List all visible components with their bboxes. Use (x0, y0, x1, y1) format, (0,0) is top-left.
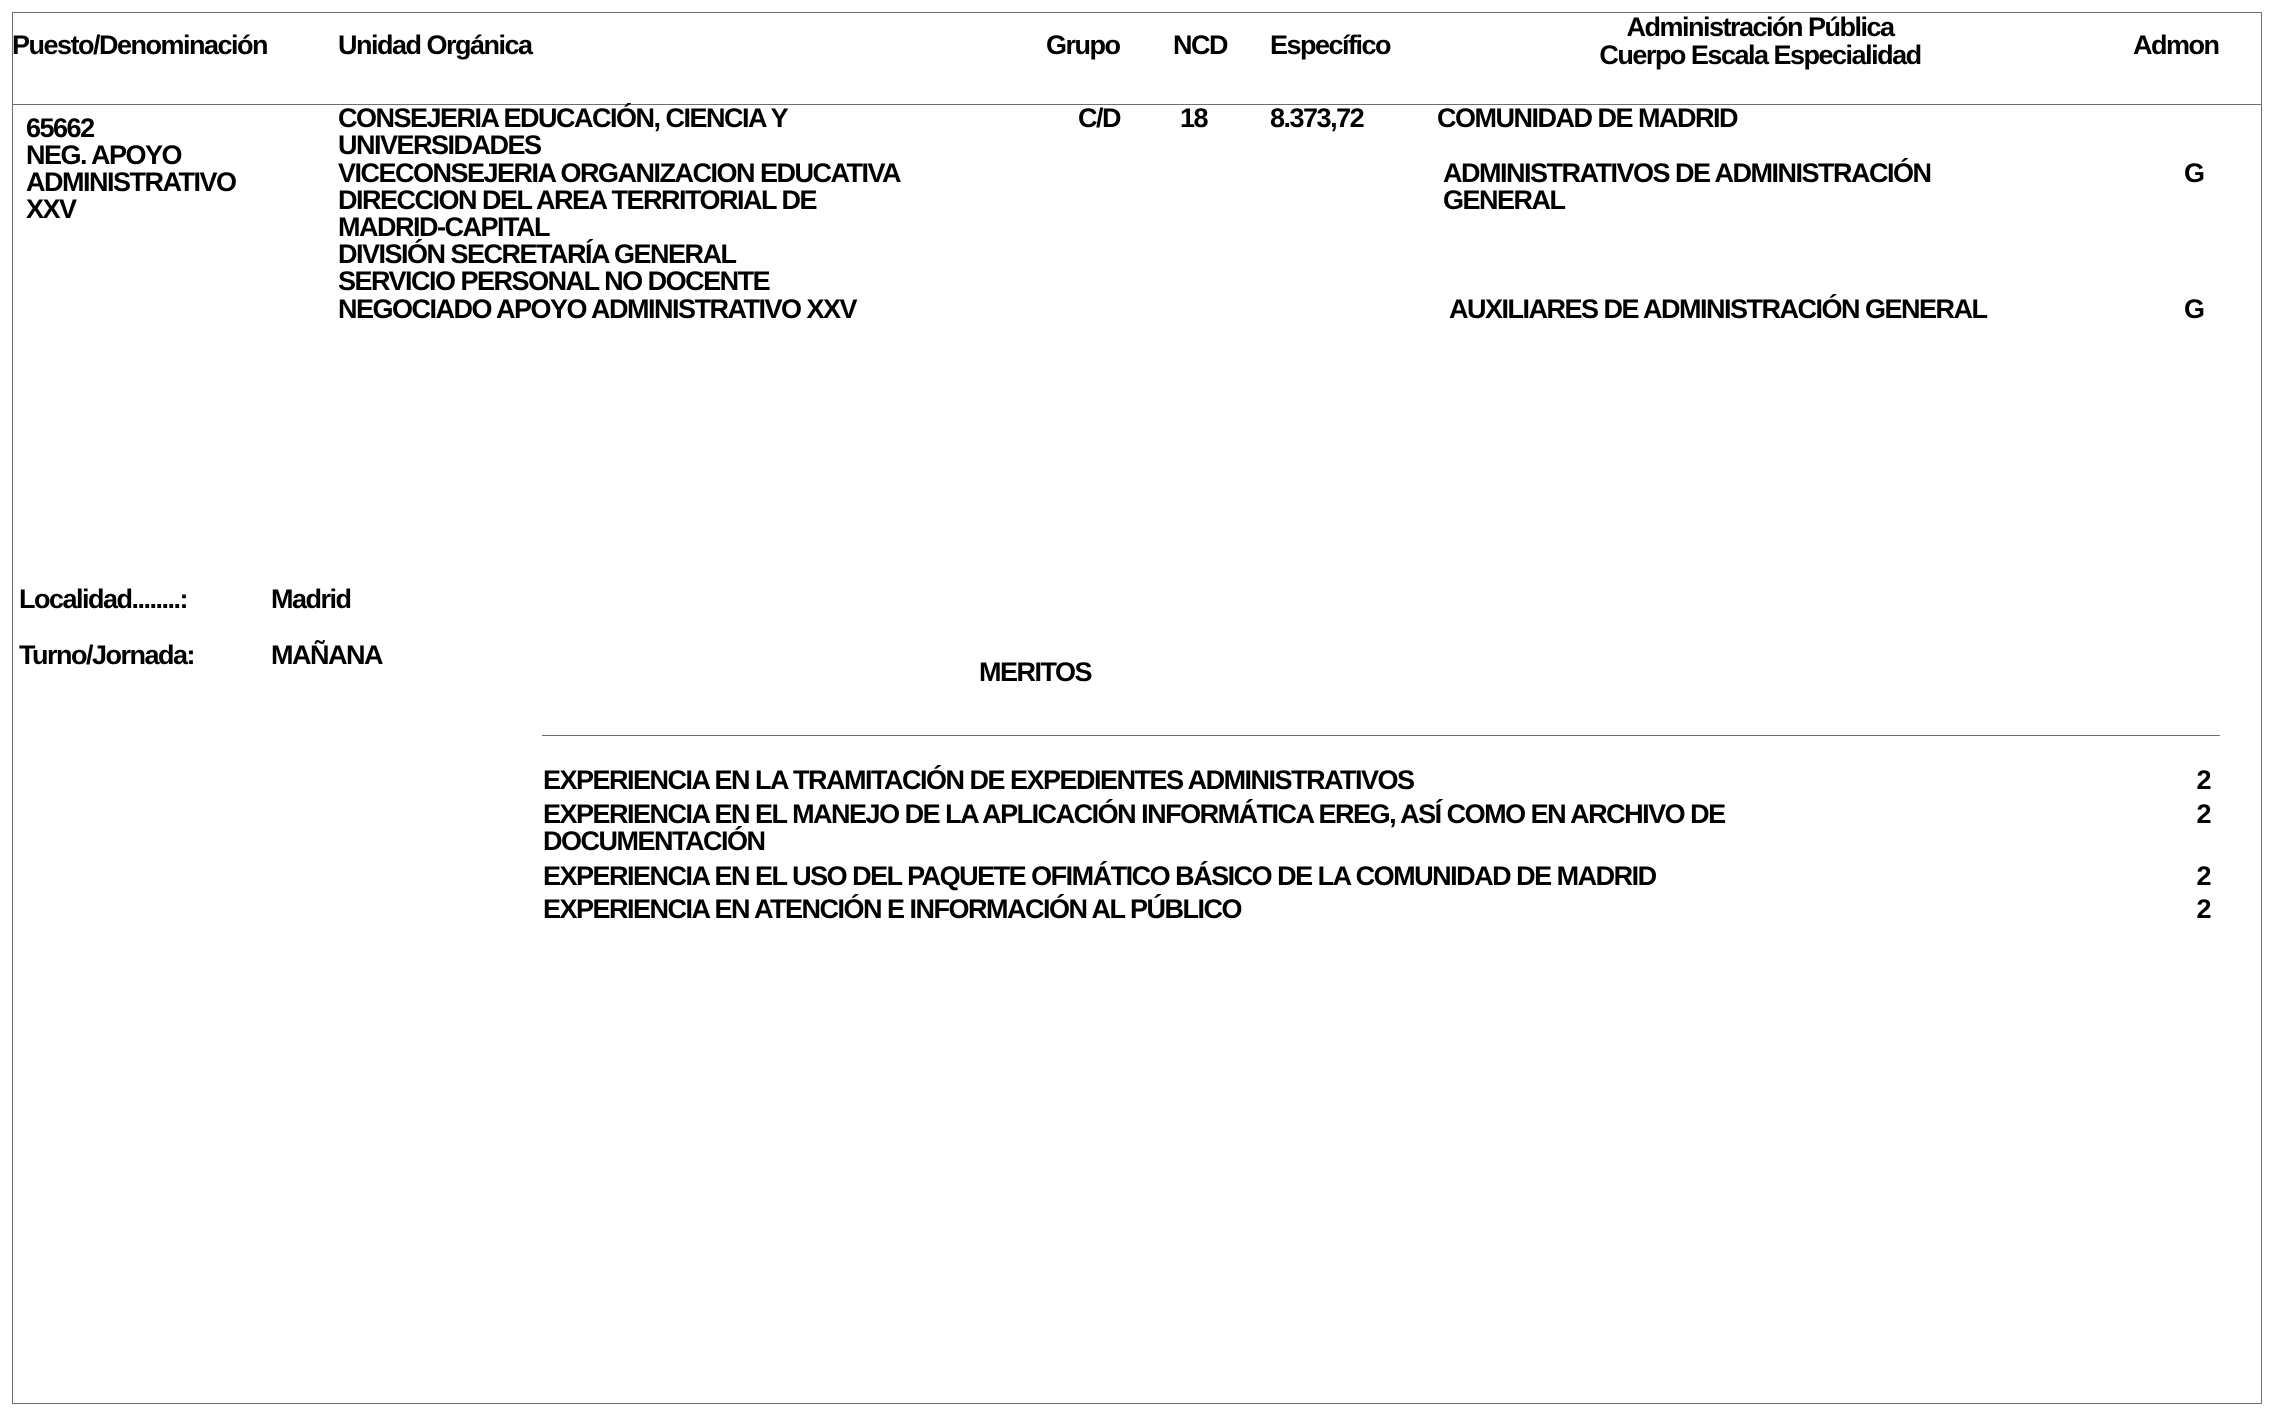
unidad-line: DIRECCION DEL AREA TERRITORIAL DE (338, 185, 817, 215)
unidad-line: CONSEJERIA EDUCACIÓN, CIENCIA Y (338, 103, 788, 133)
unidad-line: UNIVERSIDADES (338, 130, 541, 160)
turno-label: Turno/Jornada: (19, 640, 195, 670)
header-grupo: Grupo (1046, 30, 1120, 60)
turno-value: MAÑANA (271, 640, 382, 670)
merito-line: EXPERIENCIA EN ATENCIÓN E INFORMACIÓN AL PÚBLICO (543, 894, 1242, 924)
grupo-value: C/D (1078, 103, 1120, 133)
meritos-divider (542, 735, 2220, 736)
puesto-denominacion: NEG. APOYO (26, 140, 182, 170)
unidad-line: DIVISIÓN SECRETARÍA GENERAL (338, 239, 736, 269)
merito-line: EXPERIENCIA EN EL MANEJO DE LA APLICACIÓN INFORMÁTICA EREG, ASÍ COMO EN ARCHIVO DE (543, 799, 1725, 829)
merito-line: DOCUMENTACIÓN (543, 826, 765, 856)
cuerpo-admon: G (2184, 158, 2204, 188)
header-cuerpo-escala: Cuerpo Escala Especialidad (1599, 40, 1921, 70)
administracion-nombre: COMUNIDAD DE MADRID (1437, 103, 1737, 133)
header-puesto: Puesto/Denominación (12, 30, 268, 60)
merito-line: EXPERIENCIA EN EL USO DEL PAQUETE OFIMÁTICO BÁSICO DE LA COMUNIDAD DE MADRID (543, 861, 1656, 891)
unidad-line: VICECONSEJERIA ORGANIZACION EDUCATIVA (338, 158, 901, 188)
header-admin-publica: Administración Pública (1626, 12, 1894, 42)
merito-puntos: 2 (2196, 799, 2210, 829)
cuerpo-line: ADMINISTRATIVOS DE ADMINISTRACIÓN (1443, 158, 1931, 188)
cuerpo-admon: G (2184, 294, 2204, 324)
merito-line: EXPERIENCIA EN LA TRAMITACIÓN DE EXPEDIENTES ADMINISTRATIVOS (543, 765, 1414, 795)
merito-puntos: 2 (2196, 894, 2210, 924)
unidad-line: MADRID-CAPITAL (338, 212, 549, 242)
puesto-codigo: 65662 (26, 113, 94, 143)
meritos-title: MERITOS (979, 657, 1092, 687)
merito-puntos: 2 (2196, 861, 2210, 891)
puesto-denominacion: XXV (26, 194, 76, 224)
header-ncd: NCD (1173, 30, 1227, 60)
cuerpo-line: GENERAL (1443, 185, 1565, 215)
cuerpo-line: AUXILIARES DE ADMINISTRACIÓN GENERAL (1449, 294, 1987, 324)
especifico-value: 8.373,72 (1270, 103, 1364, 133)
localidad-label: Localidad........: (19, 584, 188, 614)
header-especifico: Específico (1270, 30, 1391, 60)
header-unidad: Unidad Orgánica (338, 30, 532, 60)
puesto-denominacion: ADMINISTRATIVO (26, 167, 236, 197)
unidad-line: SERVICIO PERSONAL NO DOCENTE (338, 266, 770, 296)
localidad-value: Madrid (271, 584, 351, 614)
merito-puntos: 2 (2196, 765, 2210, 795)
unidad-line: NEGOCIADO APOYO ADMINISTRATIVO XXV (338, 294, 857, 324)
header-admon: Admon (2133, 30, 2219, 60)
ncd-value: 18 (1180, 103, 1208, 133)
